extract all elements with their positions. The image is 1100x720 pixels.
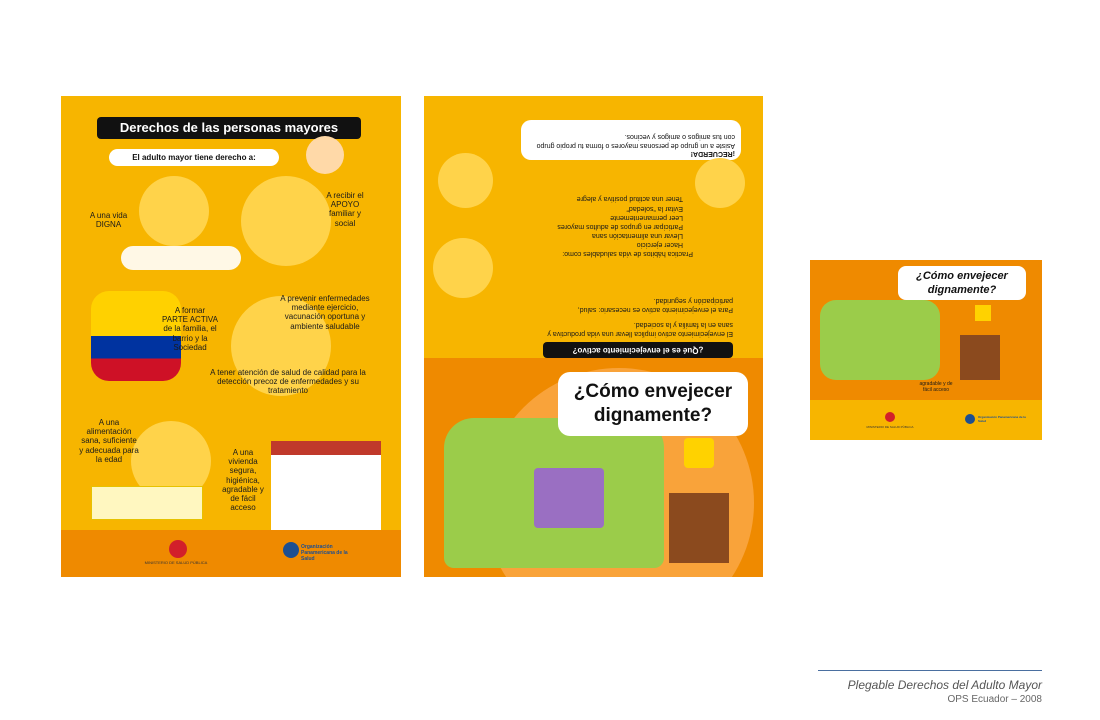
- question-title: ¿Qué es el envejecimiento activo?: [543, 342, 733, 358]
- habit-item: Hacer ejercicio: [636, 240, 683, 248]
- definition-block: [538, 296, 733, 338]
- leaflet-panel-rights: [61, 96, 401, 577]
- right-healthcare: A tener atención de salud de calidad para la detección precoz de enfermedades y su tratamiento: [210, 368, 366, 396]
- side-table-illustration: [669, 493, 729, 563]
- habits-block: [503, 194, 693, 258]
- caption-divider: [818, 670, 1042, 671]
- right-dignified-life: A una vida DIGNA: [89, 211, 128, 230]
- folded-sofa-illustration: [820, 300, 940, 380]
- folded-lamp-illustration: [975, 305, 991, 321]
- folded-msp-logo: [885, 412, 895, 422]
- lamp-illustration: [684, 438, 714, 468]
- ministry-label: MINISTERIO DE SALUD PÚBLICA: [144, 560, 208, 565]
- ops-logo: [283, 542, 299, 558]
- necessary-text: Para el envejecimiento activo es necesario: salud, participación y seguridad.: [577, 296, 733, 313]
- definition-text: El envejecimiento activo implica llevar una vida productiva y sana en la familia y la sociedad.: [547, 320, 733, 337]
- folded-ministry-label: MINISTERIO DE SALUD PÚBLICA: [866, 425, 914, 429]
- elder-face-illustration: [306, 136, 344, 174]
- caption-title: Plegable Derechos del Adulto Mayor: [847, 678, 1042, 692]
- habit-item: Leer permanentemente: [610, 213, 683, 221]
- folded-fragment-label: agradable y de fácil acceso: [919, 381, 953, 393]
- reminder-bubble: [521, 120, 741, 160]
- habit-item: Llevar una alimentación sana: [591, 231, 683, 239]
- elder-reading-illustration: [695, 158, 745, 208]
- folded-table-illustration: [960, 335, 1000, 380]
- flipped-section: [424, 96, 763, 358]
- folded-footer: [810, 400, 1042, 440]
- elder-reading-illustration-2: [438, 153, 493, 208]
- family-support-illustration: [241, 176, 331, 266]
- right-food: A una alimentación sana, suficiente y adecuada para la edad: [79, 418, 139, 464]
- right-active-part: A formar PARTE ACTIVA de la familia, el barrio y la Sociedad: [161, 306, 218, 352]
- folded-ops-logo: [965, 414, 975, 424]
- panel-title: Derechos de las personas mayores: [97, 117, 361, 139]
- house-illustration: [271, 441, 381, 530]
- folded-cover-title: ¿Cómo envejecer dignamente?: [916, 270, 1008, 296]
- ops-label: Organización Panamericana de la Salud: [301, 544, 348, 562]
- panel-footer: [61, 530, 401, 577]
- subtitle-bubble: [109, 149, 279, 166]
- happy-elder-illustration: [139, 176, 209, 246]
- caption-subtitle: OPS Ecuador – 2008: [947, 694, 1042, 705]
- reminder-text: Asiste a un grupo de personas mayores o forma tu propio grupo con tus amigos o amigos y vecinos.: [536, 133, 735, 149]
- cover-title: ¿Cómo envejecer dignamente?: [573, 381, 733, 426]
- cover-title-bubble: [558, 372, 748, 436]
- right-family-support: A recibir el APOYO familiar y social: [326, 191, 364, 228]
- folded-ops-label: Organización Panamericana de la Salud: [978, 415, 1026, 423]
- elder-exercise-illustration: [433, 238, 493, 298]
- subtitle-text: El adulto mayor tiene derecho a:: [132, 153, 256, 162]
- habit-item: Participar en grupos de adultos mayores: [557, 222, 683, 230]
- habit-item: Evitar la “soledad”: [626, 204, 683, 212]
- leaflet-folded-view: [810, 260, 1042, 440]
- right-housing: A una vivienda segura, higiénica, agradable y de fácil acceso: [222, 448, 264, 513]
- flowers-illustration: [121, 246, 241, 270]
- tablecloth-illustration: [91, 486, 203, 520]
- habits-intro: Practica hábitos de vida saludables como:: [562, 250, 693, 257]
- right-prevention: A prevenir enfermedades mediante ejercicio, vacunación oportuna y ambiente saludable: [280, 294, 370, 331]
- book-illustration: [534, 468, 604, 528]
- leaflet-panel-active-aging: [424, 96, 763, 577]
- habit-item: Tener una actitud positiva y alegre: [576, 195, 683, 203]
- folded-title-bubble: [898, 266, 1026, 300]
- reminder-title: ¡RECUERDA!: [690, 150, 735, 157]
- msp-logo: [169, 540, 187, 558]
